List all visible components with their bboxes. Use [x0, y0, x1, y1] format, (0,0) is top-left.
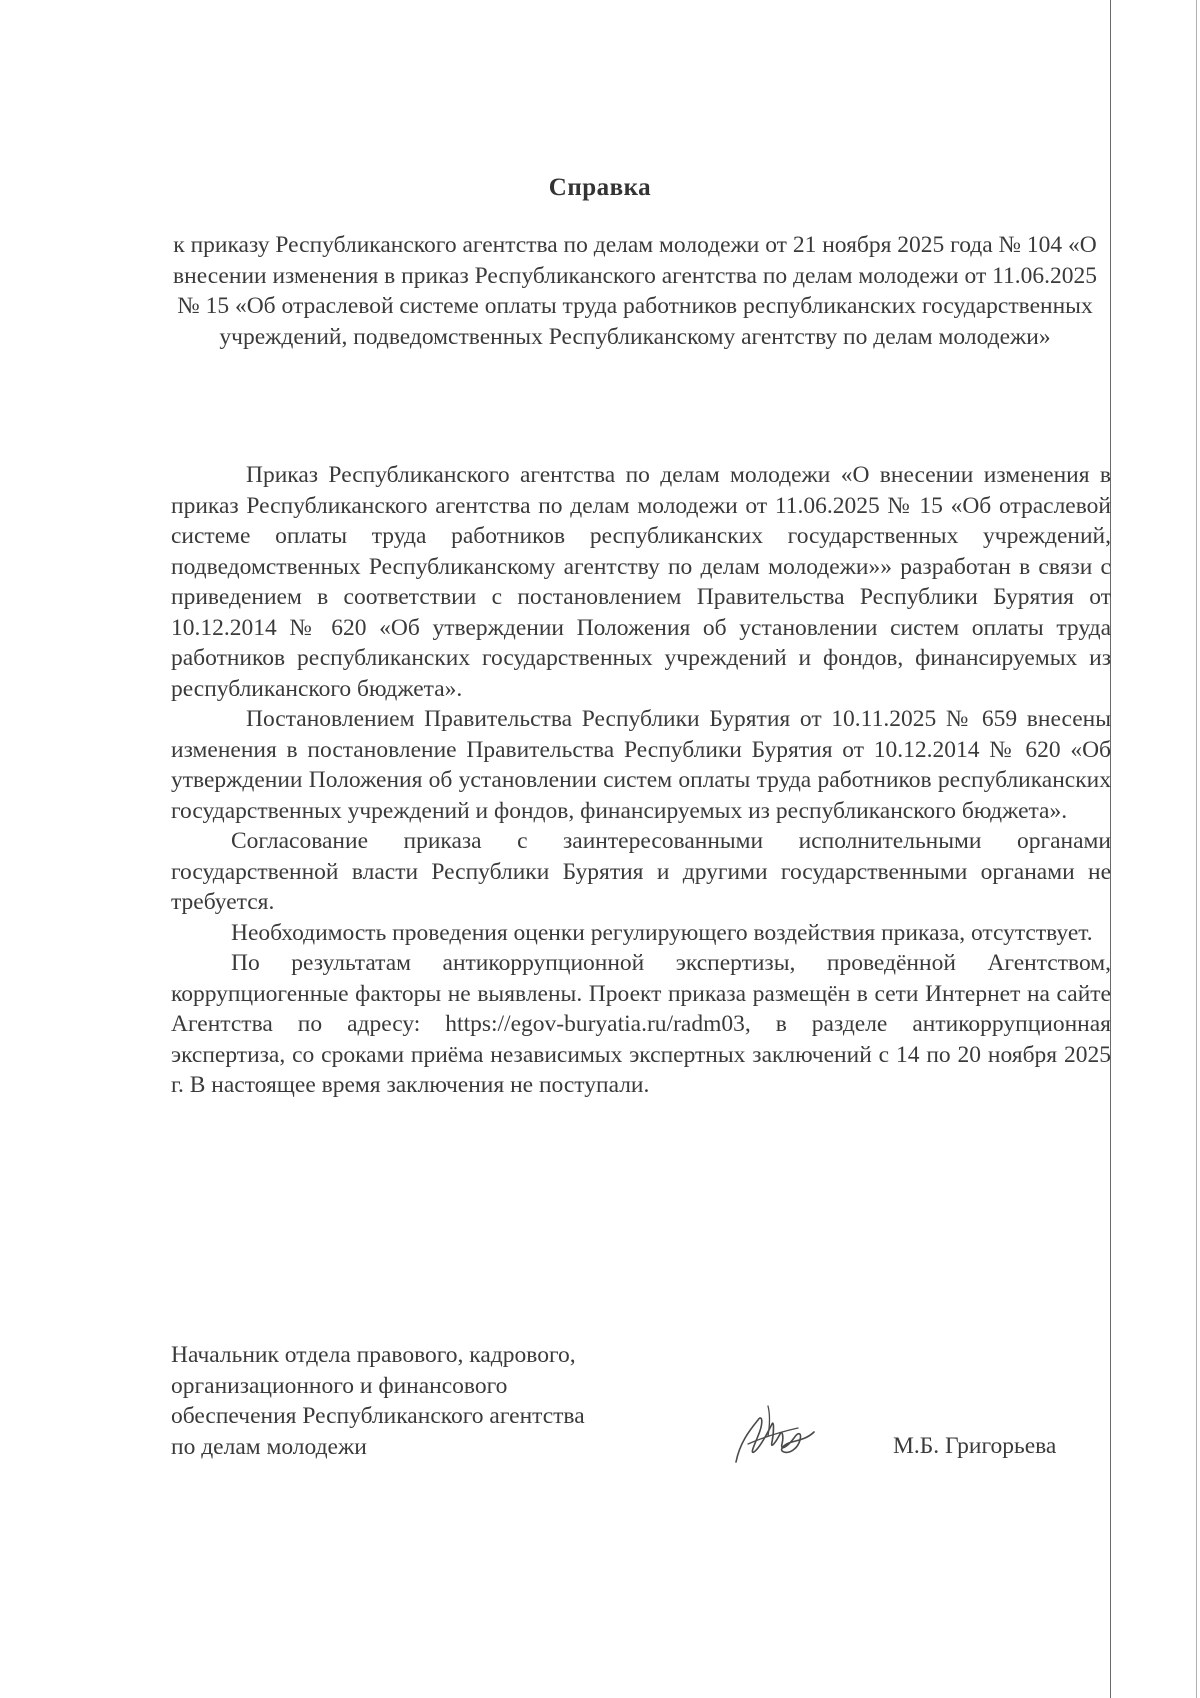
paragraph-3: Согласование приказа с заинтересованными исполнительными органами государственной власти Республики Бурятия и другими государственными органами не требуется. — [171, 828, 1111, 915]
document-subtitle: к приказу Республиканского агентства по делам молодежи от 21 ноября 2025 года № 104 «О внесении изменения в приказ Республиканского агентства по делам молодежи от 11.06.2025 № 15 «Об отраслевой системе оплаты труда работников республиканских государственных учреждений, подведомственных Республиканскому агентству по делам молодежи» — [173, 232, 1097, 350]
signer-position: Начальник отдела правового, кадрового, организационного и финансового обеспечения Республиканского агентства по делам молодежи — [171, 1342, 585, 1460]
signer-name: М.Б. Григорьева — [893, 1433, 1057, 1459]
handwritten-signature — [728, 1402, 818, 1472]
paragraph-4: Необходимость проведения оценки регулирующего воздействия приказа, отсутствует. — [231, 919, 1093, 946]
document-title: Справка — [548, 174, 652, 201]
scan-edge-line-right — [1196, 0, 1197, 1698]
paragraph-1: Приказ Республиканского агентства по делам молодежи «О внесении изменения в приказ Республиканского агентства по делам молодежи от 11.06.2025 № 15 «Об отраслевой системе оплаты труда работников республиканских государственных учреждений, подведомственных Республиканскому агентству по делам молодежи»» разработан в связи с приведением в соответствии с постановлением Правительства Республики Бурятия от 10.12.2014 № 620 «Об утверждении Положения об установлении систем оплаты труда работников республиканских государственных учреждений и фондов, финансируемых из республиканского бюджета». — [171, 462, 1111, 702]
paragraph-2: Постановлением Правительства Республики Бурятия от 10.11.2025 № 659 внесены изменения в постановление Правительства Республики Бурятия от 10.12.2014 № 620 «Об утверждении Положения об установлении систем оплаты труда работников республиканских государственных учреждений и фондов, финансируемых из республиканского бюджета». — [171, 706, 1111, 824]
paragraph-5: По результатам антикоррупционной экспертизы, проведённой Агентством, коррупциогенные факторы не выявлены. Проект приказа размещён в сети Интернет на сайте Агентства по адресу: https://egov-buryatia.ru/radm03, в разделе антикоррупционная экспертиза, со сроками приёма независимых экспертных заключений с 14 по 20 ноября 2025 г. В настоящее время заключения не поступали. — [171, 950, 1111, 1098]
document-body — [171, 460, 1111, 1101]
